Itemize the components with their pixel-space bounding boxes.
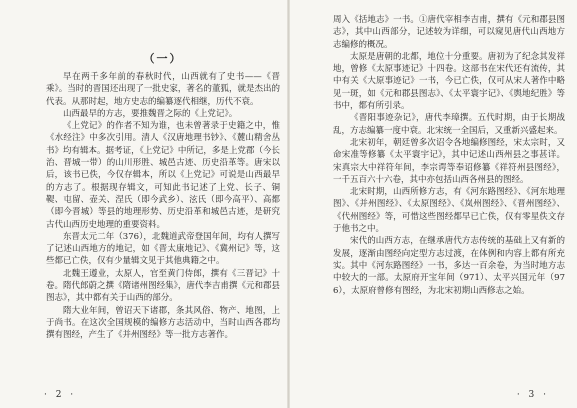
paragraph: 周入《括地志》一书。①唐代宰相李吉甫，撰有《元和郡县图志》，其中山西部分，记述较为详细，可以窥见唐代山西地方志编修的概况。 [333, 15, 565, 50]
paragraph: 太原是唐朝的北都，地位十分重要。唐初为了纪念其发祥地，曾修《太原事迹记》十四卷。这部书在宋代还有流传，其中有关《大原事迹记》一书，今已亡佚，仅可从宋人著作中略见一斑，如《元和郡县图志》、《太平寰宇记》、《舆地纪胜》等书中，都有所引录。 [333, 51, 565, 112]
paragraph: 早在两千多年前的春秋时代，山西就有了史书——《晋乘》。当时的晋国还出现了一批史家，著名的董狐，就是杰出的代表。从那时起，地方史志的编纂逐代相继，历代不衰。 [46, 72, 280, 107]
page-number: · 3 · [516, 390, 549, 400]
paragraph: 东晋太元二年（376），北魏道武帝登国年间，均有人撰写了记述山西地方的地记，如《晋太康地记》、《冀州记》等，这些都已亡佚，仅有少量辑文见于其他典籍之中。 [46, 231, 280, 267]
paragraph: 北魏王遵业，太原人，官至黄门侍郎，撰有《三晋记》十卷。隋代郎蔚之撰《隋诸州图经集》，唐代李吉甫撰《元和郡县图志》，其中都有关于山西的部分。 [46, 268, 280, 304]
paragraph: 《晋阳事迹杂记》，唐代李璋撰。五代时期，由于长期战乱，方志编纂一度中衰。北宋统一全国后，又重新兴盛起来。 [333, 113, 565, 136]
paragraph: 隋大业年间，曾诏天下诸郡，条其风俗、物产、地图，上于尚书。在这次全国规模的编修方志活动中，当时山西各郡均撰有图经，产生了《并州图经》等一批方志著作。 [46, 305, 280, 341]
paragraph: 北宋时期，山西所修方志，有《河东路图经》、《河东地理图》、《并州图经》、《太原图经》、《岚州图经》、《晋州图经》、《代州图经》等，可惜这些图经都早已亡佚，仅有零星佚文存于他书之中。 [333, 187, 565, 235]
left-page [0, 0, 288, 408]
paragraph: 山西最早的方志，要推魏晋之际的《上党记》。 [63, 108, 238, 119]
paragraph: 《上党记》的作者不知为谁，也未曾著录于史籍之中，惟《水经注》中多次引用。清人《汉唐地理书钞》、《麓山精舍丛书》均有辑本。据考证，《上党记》中所记，多是上党郡（今长治、晋城一带）的山川形胜、城邑古迹、历史沿革等。唐宋以后，该书已佚，今仅存辑本，所以《上党记》可说是山西最早的方志了。根据现存辑文，可知此书记述了上党、长子、铜鞮、屯留、壶关、涅氏（即今武乡）、泫氏（即今高平）、高都（即今晋城）等县的地理形势、历史沿革和城邑古迹，是研究古代山西历史地理的重要资料。 [46, 121, 280, 230]
right-page [289, 0, 577, 408]
page-number: · 2 · [44, 390, 77, 400]
left-page-text [46, 50, 280, 380]
paragraph: 宋代的山西方志，在继承唐代方志传统的基础上又有新的发展，逐渐由图经向定型方志过渡，在体例和内容上都有所充实。其中《河东路图经》一书，多达一百余卷，为当时地方志中较大的一部。太原府开宝年间（971）、太平兴国元年（976），太原府曾修有图经，为北宋初期山西修志之始。 [333, 236, 565, 296]
paragraph: 北宋初年，朝廷曾多次诏令各地编修图经，宋太宗时，又命宋准等修纂《太平寰宇记》，其中记述山西州县之事甚详。宋真宗大中祥符年间，李宗谔等奉诏修纂《祥符州县图经》，一千五百六十六卷，其中亦包括山西各州县的图经。 [333, 137, 565, 185]
right-page-text [333, 14, 565, 382]
section-heading: （一） [143, 52, 183, 65]
